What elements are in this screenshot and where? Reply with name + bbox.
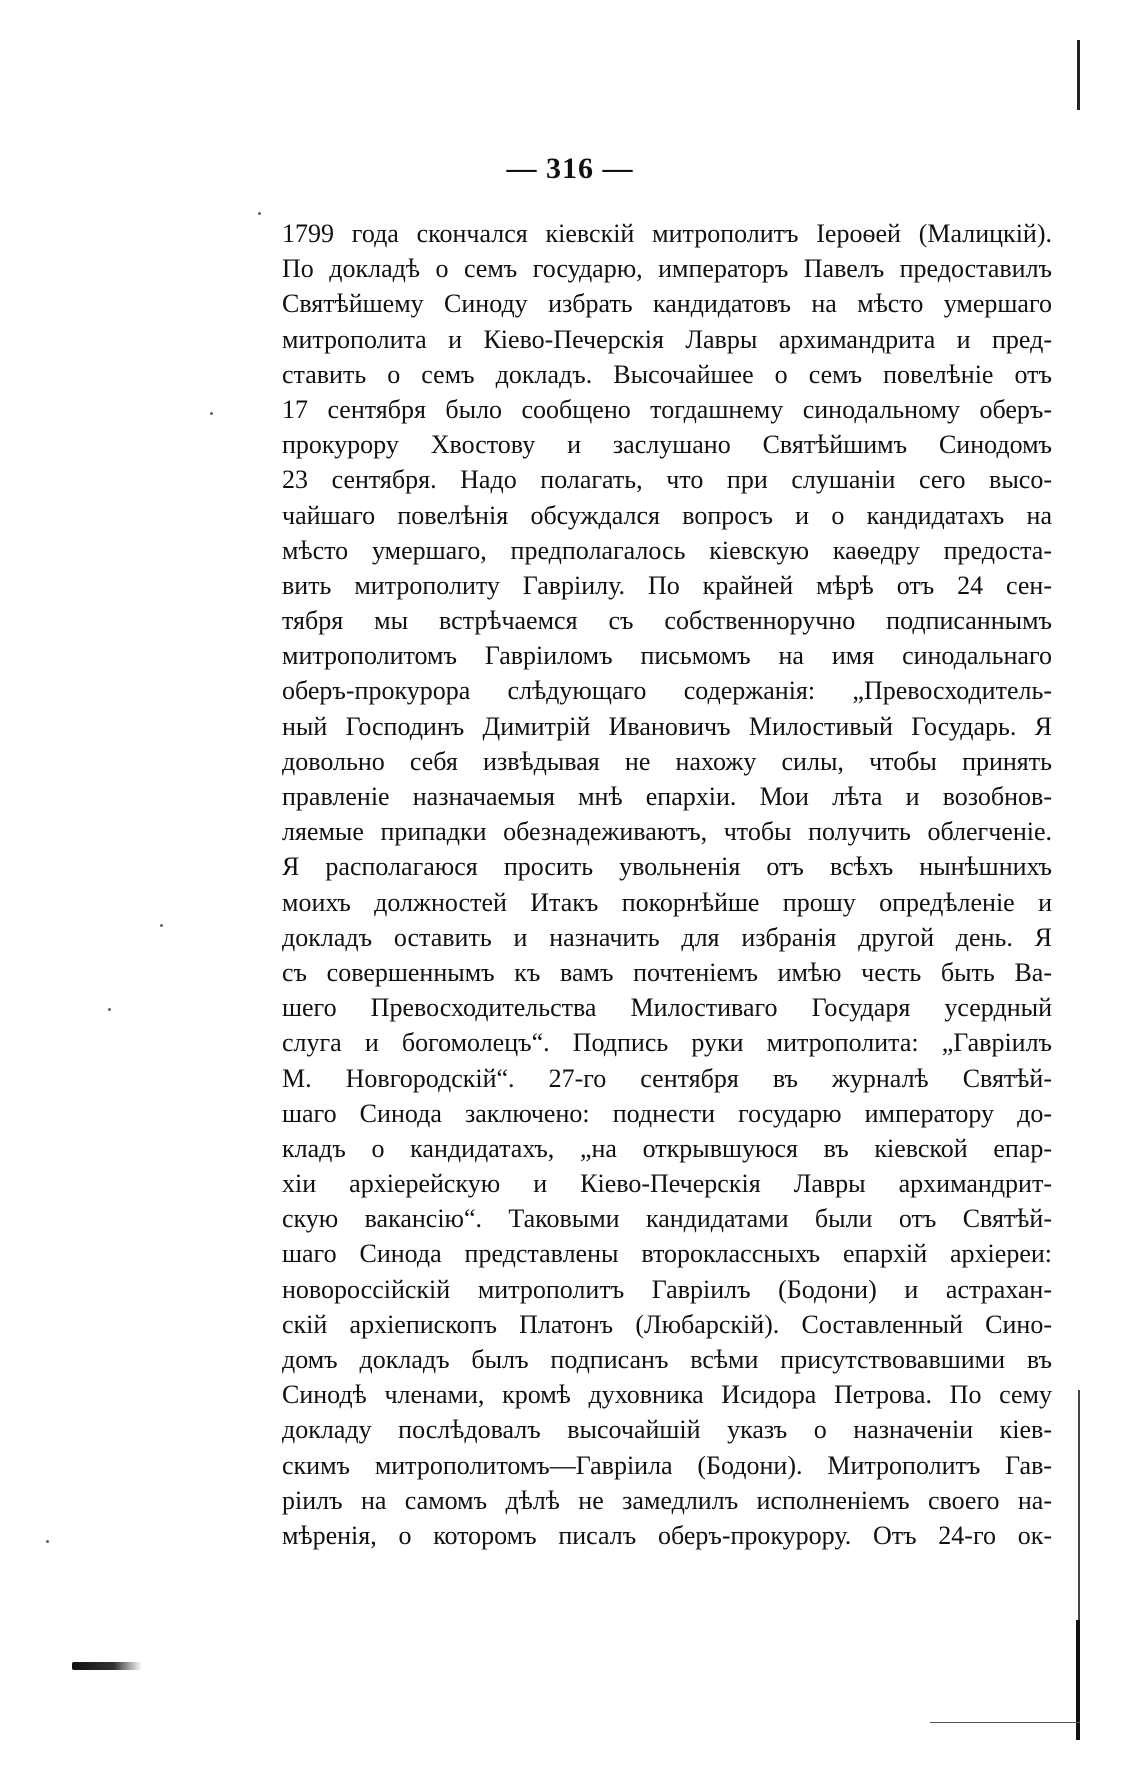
ink-speck — [258, 212, 261, 215]
text-line: 1799 года скончался кіевскій митрополитъ Іероѳей (Малицкій). — [282, 219, 1052, 248]
page-number: — 316 — — [506, 152, 634, 185]
text-line: М. Новгородскій“. 27-го сентября въ журналѣ Святѣй- — [282, 1063, 1052, 1093]
text-line: мѣсто умершаго, предполагалось кіевскую каѳедру предоста- — [282, 535, 1052, 565]
text-line: Синодѣ членами, кромѣ духовника Исидора Петрова. По сему — [282, 1380, 1052, 1410]
text-line: докладъ оставить и назначить для избранія другой день. Я — [282, 922, 1052, 952]
text-line: шаго Синода заключено: поднести государю императору до- — [282, 1098, 1052, 1128]
text-line: мѣренія, о которомъ писалъ оберъ-прокурору. Отъ 24-го ок- — [282, 1520, 1052, 1550]
text-line: ріилъ на самомъ дѣлѣ не замедлилъ исполненіемъ своего на- — [282, 1485, 1052, 1515]
text-line: домъ докладъ былъ подписанъ всѣми присутствовавшими въ — [282, 1345, 1052, 1374]
text-line: довольно себя извѣдывая не нахожу силы, чтобы принять — [282, 746, 1052, 776]
text-line: оберъ-прокурора слѣдующаго содержанія: „Превосходитель- — [282, 676, 1052, 706]
text-line: съ совершеннымъ къ вамъ почтеніемъ имѣю честь быть Ва- — [282, 957, 1052, 987]
ink-speck — [108, 1008, 111, 1011]
text-line: слуга и богомолецъ“. Подпись руки митрополита: „Гавріилъ — [282, 1028, 1052, 1058]
ink-smudge — [72, 1662, 142, 1670]
scan-edge-mark — [1077, 40, 1080, 110]
body-text — [282, 216, 1052, 1553]
text-line: По докладѣ о семъ государю, императоръ Павелъ предоставилъ — [282, 254, 1052, 284]
text-line: 17 сентября было сообщено тогдашнему синодальному оберъ- — [282, 394, 1052, 424]
ink-speck — [210, 412, 213, 415]
text-line: моихъ должностей Итакъ покорнѣйше прошу опредѣленіе и — [282, 887, 1052, 917]
ink-speck — [46, 1540, 49, 1543]
text-line: вить митрополиту Гавріилу. По крайней мѣрѣ отъ 24 сен- — [282, 570, 1052, 600]
text-line: скій архіепископъ Платонъ (Любарскій). Составленный Сино- — [282, 1309, 1052, 1339]
text-line: ставить о семъ докладъ. Высочайшее о семъ повелѣніе отъ — [282, 359, 1052, 389]
text-line: ляемые припадки обезнадеживаютъ, чтобы получить облегченіе. — [282, 817, 1052, 847]
text-line: скую вакансію“. Таковыми кандидатами были отъ Святѣй- — [282, 1204, 1052, 1234]
text-line: кладъ о кандидатахъ, „на открывшуюся въ кіевской епар- — [282, 1133, 1052, 1163]
text-line: шаго Синода представлены второклассныхъ епархій архіереи: — [282, 1239, 1052, 1269]
ink-speck — [160, 924, 163, 927]
text-line: скимъ митрополитомъ—Гавріила (Бодони). Митрополитъ Гав- — [282, 1450, 1052, 1480]
text-line: тября мы встрѣчаемся съ собственноручно подписаннымъ — [282, 606, 1052, 636]
text-line: Я располагаюся просить увольненія отъ всѣхъ нынѣшнихъ — [282, 852, 1052, 882]
text-line: прокурору Хвостову и заслушано Святѣйшимъ Синодомъ — [282, 430, 1052, 460]
text-line: митрополитомъ Гавріиломъ письмомъ на имя синодальнаго — [282, 641, 1052, 671]
text-line: докладу послѣдовалъ высочайшій указъ о назначеніи кіев- — [282, 1415, 1052, 1445]
text-line: хіи архіерейскую и Кіево-Печерскія Лавры архимандрит- — [282, 1169, 1052, 1199]
text-line: новороссійскій митрополитъ Гавріилъ (Бодони) и астрахан- — [282, 1274, 1052, 1304]
text-line: правленіе назначаемыя мнѣ епархіи. Мои лѣта и возобнов- — [282, 782, 1052, 811]
text-line: 23 сентября. Надо полагать, что при слушаніи сего высо- — [282, 465, 1052, 495]
text-line: Святѣйшему Синоду избрать кандидатовъ на мѣсто умершаго — [282, 289, 1052, 319]
scan-edge-line — [930, 1722, 1080, 1723]
text-line: митрополита и Кіево-Печерскія Лавры архимандрита и пред- — [282, 324, 1052, 354]
text-line: шего Превосходительства Милостиваго Государя усердный — [282, 993, 1052, 1023]
text-line: ный Господинъ Димитрій Ивановичъ Милостивый Государь. Я — [282, 711, 1052, 741]
text-line: чайшаго повелѣнія обсуждался вопросъ и о кандидатахъ на — [282, 500, 1052, 530]
